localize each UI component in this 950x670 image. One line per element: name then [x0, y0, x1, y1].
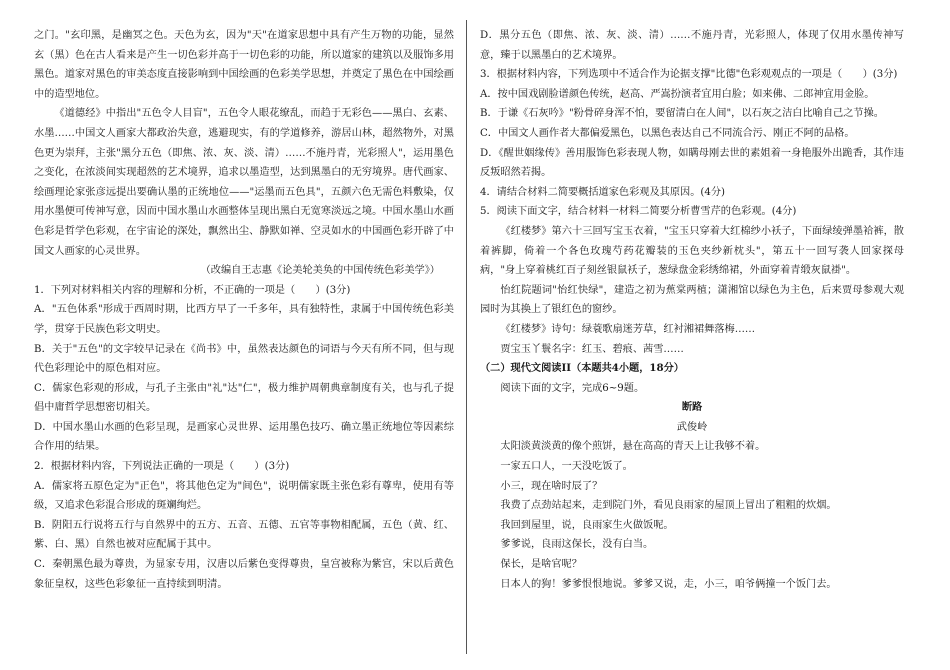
question-2-option-a: A．儒家将五原色定为"正色"，将其他色定为"间色"，说明儒家既主张色彩有尊卑，使用有等级，又追求色彩混合形成的斑斓绚烂。: [34, 480, 454, 512]
right-column: [480, 26, 904, 594]
question-1-option-b: B．关于"五色"的文字较早记录在《尚书》中，虽然表达颜色的词语与今天有所不同，但与现代色彩理论中的原色相对应。: [34, 343, 454, 375]
quoted-passage: 怡红院题词"怡红快绿"，建造之初为蕉棠两植；潇湘馆以绿色为主色，后来贾母参观大观园时为其换上了银红色的窗纱。: [480, 284, 904, 316]
material-paragraph: 之门。"玄印黑，是幽冥之色。天色为玄，因为"天"在道家思想中具有产生万物的功能，显然玄（黑）色在古人看来是产生一切色彩并高于一切色彩的功能，所以道家的建筑以及服饰多用黑色。道家对黑色的审美态度直接影响到中国绘画的色彩美学思想，并奠定了黑色在中国绘画中的造型地位。: [34, 30, 454, 100]
quoted-passage: 《红楼梦》第六十三回写宝玉衣着，"宝玉只穿着大红棉纱小袄子，下面绿绫弹墨袷裤，散着裤脚，倚着一个各色玫瑰芍药花瓣装的玉色夹纱新枕头"，第五十一回写袭人回家探母病，"身上穿着桃红百子刻丝银鼠袄子，葱绿盘金彩绣绵裙，外面穿着青缎灰鼠褂"。: [480, 225, 904, 277]
question-3-option-c: C．中国文人画作者大都偏爱黑色，以黑色表达自己不同流合污、刚正不阿的品格。: [480, 127, 855, 139]
story-line: 太阳淡黄淡黄的像个煎饼，悬在高高的青天上让我够不着。: [500, 441, 766, 453]
story-line: 保长，是啥官呢？: [500, 559, 582, 571]
question-4: 4．请结合材料二简要概括道家色彩观及其原因。(4分): [480, 186, 726, 198]
question-3-stem: 3．根据材料内容，下列选项中不适合作为论据支撑"比德"色彩观观点的一项是（ ）(3分): [480, 69, 898, 81]
question-1-option-c: C．儒家色彩观的形成，与孔子主张由"礼"达"仁"，极力维护周朝典章制度有关，也与孔子提倡中庸哲学思想密切相关。: [34, 382, 454, 414]
question-1-option-d: D．中国水墨山水画的色彩呈现，是画家心灵世界、运用墨色技巧、确立墨正统地位等因素综合作用的结果。: [34, 421, 454, 453]
question-2-option-d: D．黑分五色（即焦、浓、灰、淡、清）……不施丹青，光彩照人，体现了仅用水墨传神写意，臻于以黑墨白的艺术境界。: [480, 30, 904, 61]
story-line: 爹爹说，良雨这保长，没有白当。: [500, 539, 654, 551]
story-line: 小三，现在啥时辰了？: [500, 480, 603, 492]
quoted-passage: 贾宝玉丫鬟名字：红玉、碧痕、茜雪……: [500, 343, 684, 355]
story-author: 武俊岭: [676, 421, 708, 433]
question-3-option-a: A．按中国戏剧脸谱颜色传统，赵高、严嵩扮演者宜用白脸；如来佛、二郎神宜用金脸。: [480, 88, 875, 100]
material-paragraph: 《道德经》中指出"五色令人目盲"，五色令人眼花缭乱，而趋于无彩色——黑白、玄素、水墨……中国文人画家大都政治失意，逃避现实，有的学道修养，游居山林，超然物外，对黑色更为崇拜，主张"黑分五色（即焦、浓、灰、淡、清）……不施丹青，光彩照人"，运用墨色之变化，在浓淡间实现超然的艺术境界，追求以墨造型，达到黑墨白的无穷境界。唐代画家、绘画理论家张彦远提出要确认墨的正统地位——"运墨而五色具"，五颜六色无需色料敷染，仅用水墨便可传神写意，因而中国水墨山水画整体呈现出黑白无宽寒淡远之境。中国水墨山水画色彩是哲学色彩观，在宇宙论的深处，飘然出尘、静默如禅、空灵如水的中国画色彩开辟了中国文人画家的心灵世界。: [34, 108, 454, 257]
story-title: 断路: [681, 401, 703, 414]
question-1-stem: 1．下列对材料相关内容的理解和分析，不正确的一项是（ ）(3分): [34, 284, 351, 296]
story-line: 我费了点劲站起来，走到院门外，看见良雨家的屋顶上冒出了粗粗的炊烟。: [500, 500, 837, 512]
question-2-stem: 2．根据材料内容，下列说法正确的一项是（ ）(3分): [34, 461, 290, 473]
quoted-passage: 《红楼梦》诗句：绿蓑歌扇迷芳草，红衬湘裙舞落梅……: [500, 323, 756, 335]
section-instruction: 阅读下面的文字，完成6~9题。: [500, 382, 645, 394]
question-3-option-d: D．《醒世姻缘传》善用服饰色彩表现人物，如瞒母刚去世的素姐着一身艳服外出跪香，其作违反叛昭然若揭。: [480, 147, 904, 179]
question-2-option-c: C．秦朝黑色最为尊贵，为显家专用，汉唐以后紫色变得尊贵，皇宫被称为紫宫，宋以后黄色象征皇权，这些色彩象征一直持续到明清。: [34, 559, 454, 590]
question-5: 5．阅读下面文字，结合材料一材料二简要分析曹雪芹的色彩观。(4分): [480, 206, 797, 218]
story-line: 日本人的狗！爹爹恨恨地说。爹爹又说，走，小三，咱爷俩撞一个饭门去。: [500, 578, 837, 590]
left-column: [34, 26, 454, 594]
section-header: （二）现代文阅读II（本题共4小题，18分）: [480, 362, 684, 375]
question-3-option-b: B．于谦《石灰吟》"粉骨碎身浑不怕，要留清白在人间"，以石灰之洁白比喻自己之节操。: [480, 108, 884, 120]
source-citation: （改编自王志惠《论美轮美奂的中国传统色彩美学》）: [200, 265, 440, 277]
question-2-option-b: B．阴阳五行说将五行与自然界中的五方、五音、五德、五官等事物相配属，五色（黄、红、紫、白、黑）自然也被对应配属于其中。: [34, 519, 454, 551]
story-line: 我回到屋里，说，良雨家生火做饭呢。: [500, 519, 674, 531]
column-divider: [466, 20, 467, 654]
question-1-option-a: A．"五色体系"形成于西周时期，比西方早了一千多年，具有独特性，隶属于中国传统色彩美学，贯穿于民族色彩文明史。: [34, 304, 454, 335]
story-line: 一家五口人，一天没吃饭了。: [500, 461, 633, 473]
